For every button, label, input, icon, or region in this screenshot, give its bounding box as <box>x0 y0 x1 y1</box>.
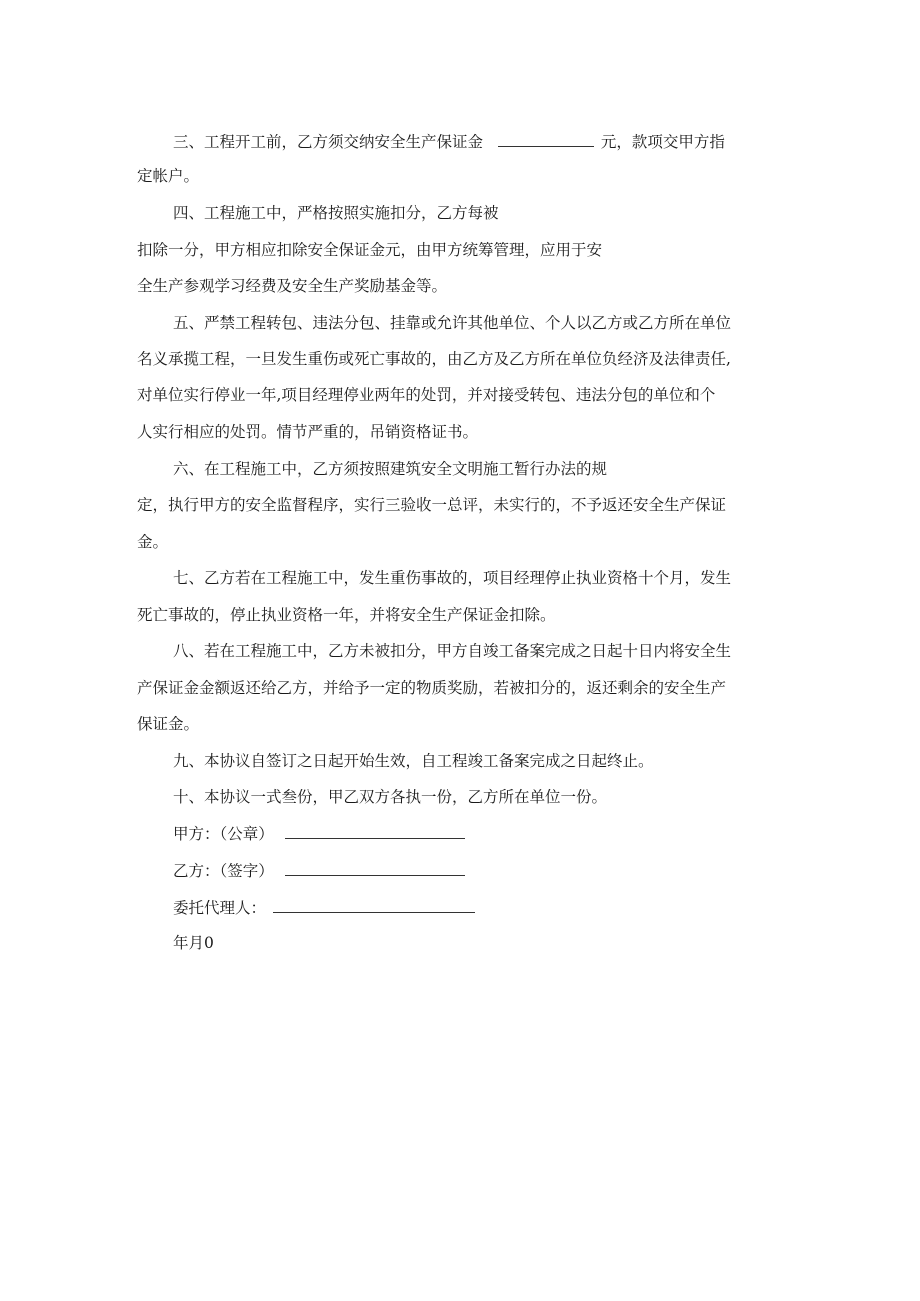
clause-9: 九、本协议自签订之日起开始生效，自工程竣工备案完成之日起终止。 <box>173 752 654 770</box>
party-b-signature-row <box>173 860 467 881</box>
party-a-signature-row <box>173 823 467 844</box>
clause-4-line-1: 四、工程施工中，严格按照实施扣分，乙方每被 <box>173 204 499 222</box>
party-a-label: 甲方：（公章） <box>173 825 274 843</box>
clause-5-line-1: 五、严禁工程转包、违法分包、挂靠或允许其他单位、个人以乙方或乙方所在单位 <box>173 314 732 332</box>
clause-6-line-3: 金。 <box>137 533 169 551</box>
clause-6-line-2: 定，执行甲方的安全监督程序，实行三验收一总评，未实行的，不予返还安全生产保证 <box>137 496 727 514</box>
clause-3-line-2: 定帐户。 <box>137 167 200 185</box>
clause-6-line-1: 六、在工程施工中，乙方须按照建筑安全文明施工暂行办法的规 <box>173 460 608 478</box>
deposit-amount-blank <box>498 131 594 147</box>
clause-8-line-2: 产保证金金额返还给乙方，并给予一定的物质奖励，若被扣分的，返还剩余的安全生产 <box>137 679 727 697</box>
clause-8-line-1: 八、若在工程施工中，乙方未被扣分，甲方自竣工备案完成之日起十日内将安全生 <box>173 642 732 660</box>
clause-3-text-a: 三、工程开工前，乙方须交纳安全生产保证金 <box>173 133 484 151</box>
clause-3-text-b: 元，款项交甲方指 <box>600 133 725 151</box>
agent-signature-row <box>173 897 477 918</box>
clause-10: 十、本协议一式叁份，甲乙双方各执一份，乙方所在单位一份。 <box>173 788 608 806</box>
agent-signature-blank <box>273 897 475 913</box>
clause-5-line-3: 对单位实行停业一年,项目经理停业两年的处罚，并对接受转包、违法分包的单位和个 <box>137 386 716 404</box>
clause-7-line-1: 七、乙方若在工程施工中，发生重伤事故的，项目经理停止执业资格十个月，发生 <box>173 569 732 587</box>
clause-4-line-2: 扣除一分，甲方相应扣除安全保证金元，由甲方统筹管理，应用于安 <box>137 241 603 259</box>
clause-7-line-2: 死亡事故的，停止执业资格一年，并将安全生产保证金扣除。 <box>137 606 556 624</box>
signing-date: 年月0 <box>173 934 214 952</box>
clause-5-line-2: 名义承揽工程，一旦发生重伤或死亡事故的，由乙方及乙方所在单位负经济及法律责任, <box>137 350 731 368</box>
clause-5-line-4: 人实行相应的处罚。情节严重的，吊销资格证书。 <box>137 423 479 441</box>
clause-8-line-3: 保证金。 <box>137 715 200 733</box>
clause-3-line-1 <box>173 131 725 152</box>
party-b-signature-blank <box>285 860 465 876</box>
party-a-seal-blank <box>285 823 465 839</box>
party-b-label: 乙方：（签字） <box>173 862 274 880</box>
clause-4-line-3: 全生产参观学习经费及安全生产奖励基金等。 <box>137 277 448 295</box>
agent-label: 委托代理人： <box>173 899 267 917</box>
